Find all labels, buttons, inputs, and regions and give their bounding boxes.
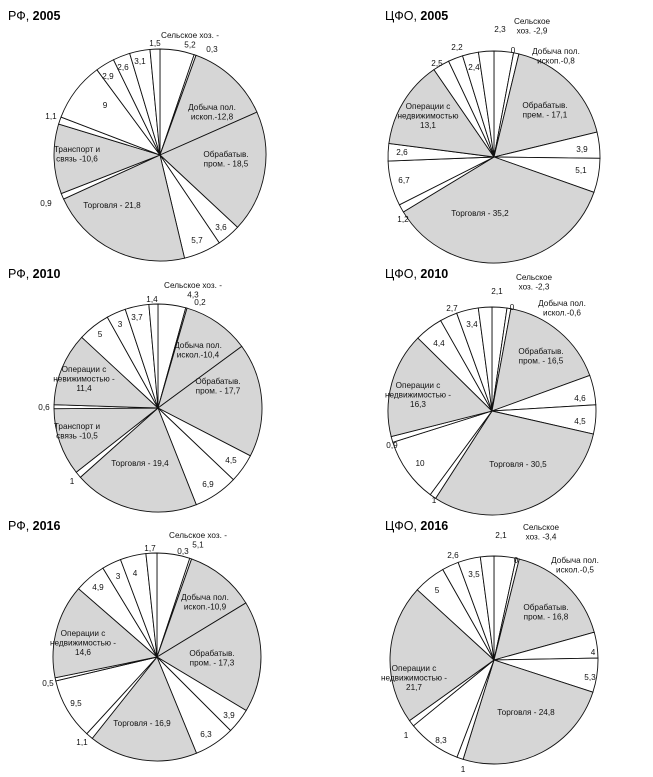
slice-label: Транспорт и связь -10,5 bbox=[53, 422, 101, 441]
slice-label: Сельское хоз. -5,1 bbox=[169, 531, 227, 550]
slice-label: 0,3 bbox=[177, 547, 189, 556]
slice-label: 3,5 bbox=[468, 570, 480, 579]
slice-label: 2,6 bbox=[447, 551, 459, 560]
slice-label: 5 bbox=[97, 330, 103, 339]
pie-chart-5 bbox=[381, 523, 599, 774]
chart-title-cfo-2016: ЦФО, 2016 bbox=[385, 519, 449, 533]
slice-label: Добыча пол. ископ.-0,8 bbox=[532, 47, 580, 66]
slice-label: Сельское хоз. -4,3 bbox=[164, 281, 222, 300]
slice-label: 1 bbox=[431, 496, 437, 505]
slice-label: 0,6 bbox=[38, 403, 50, 412]
slice-label: Обрабатыв. пром. - 17,7 bbox=[195, 377, 241, 396]
slice-label: 1 bbox=[460, 765, 466, 774]
slice-label: Добыча пол. искол.-0,6 bbox=[538, 299, 586, 318]
slice-label: 8,3 bbox=[435, 736, 447, 745]
slice-label: Обрабатыв. пром. - 18,5 bbox=[203, 150, 249, 169]
slice-label: Сельское хоз. -3,4 bbox=[522, 523, 560, 542]
slice-label: 3,6 bbox=[215, 223, 227, 232]
slice-label: Торговля - 16,9 bbox=[113, 719, 171, 728]
slice-label: 9 bbox=[102, 101, 108, 110]
slice-label: Сельское хоз. -5,2 bbox=[161, 31, 219, 50]
slice-label: Операции с недвижимостью 13,1 bbox=[397, 102, 459, 130]
slice-label: 0 bbox=[510, 46, 516, 55]
slice-label: Торговля - 30,5 bbox=[489, 460, 547, 469]
slice-label: 2,9 bbox=[102, 72, 114, 81]
slice-label: Добыча пол. ископ.-12,8 bbox=[188, 103, 236, 122]
slice-label: 4 bbox=[590, 648, 596, 657]
slice-label: 6,7 bbox=[398, 176, 410, 185]
slice-label: 2,4 bbox=[468, 63, 480, 72]
slice-label: 5,7 bbox=[191, 236, 203, 245]
slice-label: Обрабатыв. пром. - 16,8 bbox=[523, 603, 569, 622]
pie-chart-3 bbox=[385, 273, 596, 515]
pie-chart-2 bbox=[38, 281, 262, 512]
pie-chart-0 bbox=[40, 31, 266, 261]
slice-label: 4,5 bbox=[225, 456, 237, 465]
slice-label: 5 bbox=[434, 586, 440, 595]
slice-label: 2,3 bbox=[494, 25, 506, 34]
slice-label: 2,5 bbox=[431, 59, 443, 68]
chart-title-rf-2005: РФ, 2005 bbox=[8, 9, 61, 23]
slice-label: 3,9 bbox=[576, 145, 588, 154]
slice-label: 1,1 bbox=[76, 738, 88, 747]
slice-label: 2,2 bbox=[451, 43, 463, 52]
slice-label: Добыча пол. искол.-10,4 bbox=[174, 341, 222, 360]
slice-label: 3,9 bbox=[223, 711, 235, 720]
slice-label: 0,9 bbox=[40, 199, 52, 208]
slice-label: 0,5 bbox=[42, 679, 54, 688]
slice-label: Торговля - 19,4 bbox=[111, 459, 169, 468]
slice-label: 3,1 bbox=[134, 57, 146, 66]
slice-label: 4,4 bbox=[433, 339, 445, 348]
slice-label: 5,3 bbox=[584, 673, 596, 682]
slice-label: 2,7 bbox=[446, 304, 458, 313]
slice-label: Операции с недвижимостью -21,7 bbox=[380, 664, 448, 692]
slice-label: 3,4 bbox=[466, 320, 478, 329]
slice-label: 2,6 bbox=[396, 148, 408, 157]
slice-label: 4,5 bbox=[574, 417, 586, 426]
slice-label: 0,2 bbox=[194, 298, 206, 307]
slice-label: Сельское хоз. -2,9 bbox=[513, 17, 551, 36]
pie-chart-4 bbox=[42, 531, 261, 761]
chart-title-cfo-2010: ЦФО, 2010 bbox=[385, 267, 449, 281]
slice-label: 2,1 bbox=[491, 287, 503, 296]
chart-title-rf-2016: РФ, 2016 bbox=[8, 519, 61, 533]
slice-label: Добыча пол. ископ.-10,9 bbox=[181, 593, 229, 612]
slice-label: Обрабатыв. прем. - 17,1 bbox=[522, 101, 568, 120]
slice-label: 2,1 bbox=[495, 531, 507, 540]
pie-charts bbox=[38, 17, 600, 774]
slice-label: 6,9 bbox=[202, 480, 214, 489]
chart-title-rf-2010: РФ, 2010 bbox=[8, 267, 61, 281]
slice-label: 3 bbox=[115, 572, 121, 581]
slice-label: Торговля - 24,8 bbox=[497, 708, 555, 717]
slice-label: 4 bbox=[132, 569, 138, 578]
slice-label: 4,9 bbox=[92, 583, 104, 592]
slice-label: 1,4 bbox=[146, 295, 158, 304]
slice-label: 1 bbox=[69, 477, 75, 486]
slice-label: 3 bbox=[117, 320, 123, 329]
slice-label: 4,6 bbox=[574, 394, 586, 403]
chart-title-cfo-2005: ЦФО, 2005 bbox=[385, 9, 449, 23]
slice-label: 3,7 bbox=[131, 313, 143, 322]
slice-label: 1,7 bbox=[144, 544, 156, 553]
slice-label: 1 bbox=[403, 731, 409, 740]
slice-label: Транспорт и связь -10,6 bbox=[53, 145, 101, 164]
slice-label: Торговля - 21,8 bbox=[83, 201, 141, 210]
slice-label: 0 bbox=[509, 303, 515, 312]
slice-label: 9,5 bbox=[70, 699, 82, 708]
slice-label: Сельское хоз. -2,3 bbox=[515, 273, 553, 292]
slice-label: Торговля - 35,2 bbox=[451, 209, 509, 218]
slice-label: 2,6 bbox=[117, 63, 129, 72]
slice-label: Обрабатыв. пром. - 16,5 bbox=[518, 347, 564, 366]
slice-label: 5,1 bbox=[575, 166, 587, 175]
slice-label: Операции с невижимостью -11,4 bbox=[53, 365, 115, 393]
slice-label: 10 bbox=[415, 459, 425, 468]
slice-label: 1,2 bbox=[397, 215, 409, 224]
slice-label: 0,3 bbox=[206, 45, 218, 54]
slice-label: Операции с недвижимостью -14,6 bbox=[49, 629, 117, 657]
pie-chart-1 bbox=[388, 17, 600, 263]
slice-label: 1,5 bbox=[149, 39, 161, 48]
slice-label: Операции с недвижимостью -16,3 bbox=[384, 381, 452, 409]
slice-label: 1,1 bbox=[45, 112, 57, 121]
slice-label: 0 bbox=[513, 556, 519, 565]
slice-label: Обрабатыв. пром. - 17,3 bbox=[189, 649, 235, 668]
slice-label: Добыча пол. искол.-0,5 bbox=[551, 556, 599, 575]
slice-label: 6,3 bbox=[200, 730, 212, 739]
slice-label: 0,9 bbox=[386, 441, 398, 450]
